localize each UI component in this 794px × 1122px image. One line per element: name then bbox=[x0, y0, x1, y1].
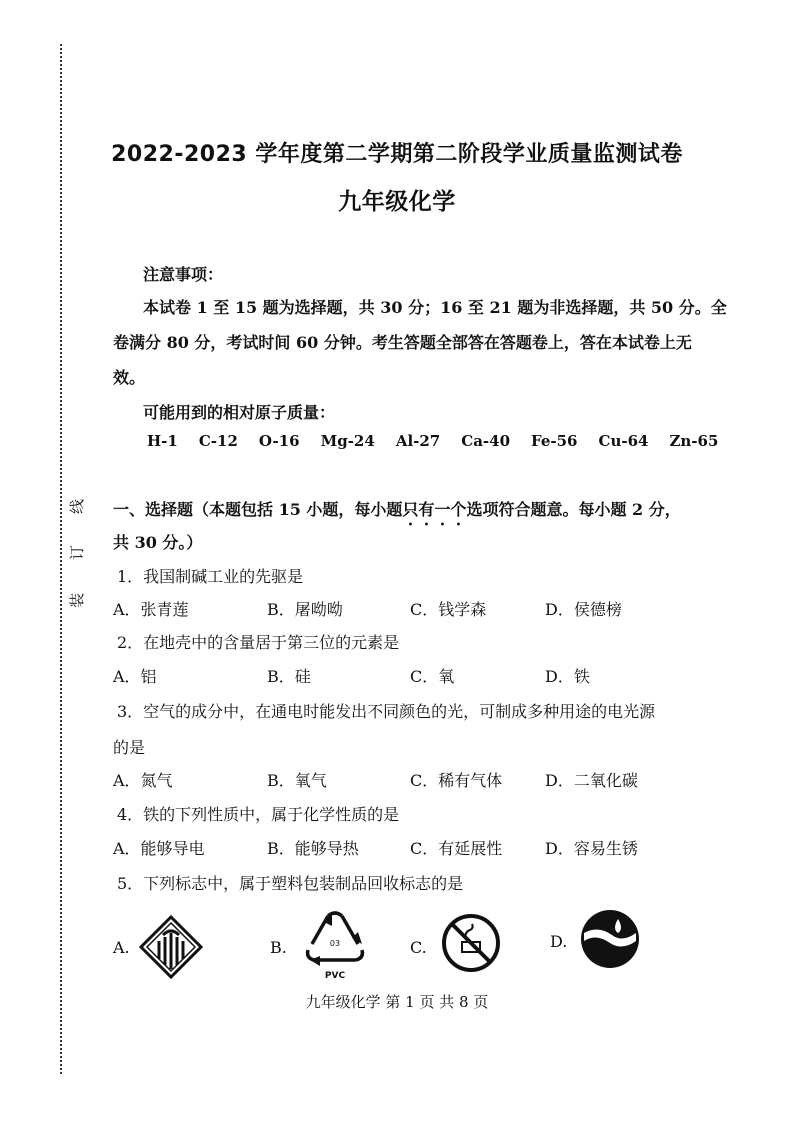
atomic-mass: Ca-40 bbox=[461, 432, 511, 450]
section-heading-part-2: 选项符合题意。每小题 2 分， bbox=[466, 500, 681, 519]
option-a: A．能够导电 bbox=[113, 839, 205, 858]
exam-title: 2022-2023 学年度第二学期第二阶段学业质量监测试卷 bbox=[111, 142, 683, 167]
question-5-stem: 5．下列标志中，属于塑料包装制品回收标志的是 bbox=[117, 874, 464, 893]
option-c: C．稀有气体 bbox=[410, 771, 503, 790]
section-heading-line-2: 共 30 分。） bbox=[113, 533, 203, 552]
option-c: C. bbox=[410, 938, 427, 957]
question-3-stem-line-2: 的是 bbox=[113, 738, 146, 757]
page-footer: 九年级化学 第 1 页 共 8 页 bbox=[305, 993, 489, 1011]
question-2-stem: 2．在地壳中的含量居于第三位的元素是 bbox=[117, 633, 400, 652]
option-b: B. bbox=[270, 938, 287, 957]
atomic-mass: Al-27 bbox=[395, 432, 441, 450]
binding-char-3: 线 bbox=[68, 498, 86, 514]
recycle-pvc-icon bbox=[302, 910, 368, 984]
corrosive-icon bbox=[139, 915, 203, 979]
section-heading-part-1: 一、选择题（本题包括 15 小题，每小题 bbox=[113, 500, 403, 519]
option-a: A. bbox=[113, 938, 130, 957]
atomic-mass: Mg-24 bbox=[320, 432, 375, 450]
atomic-mass: H-1 bbox=[147, 432, 178, 450]
exam-subtitle: 九年级化学 bbox=[338, 189, 456, 215]
option-d: D. bbox=[550, 932, 568, 951]
water-saving-icon bbox=[578, 907, 642, 971]
option-c: C．有延展性 bbox=[410, 839, 503, 858]
option-c: C．氧 bbox=[410, 667, 455, 686]
mass-heading: 可能用到的相对原子质量： bbox=[143, 403, 336, 422]
option-a: A．张青莲 bbox=[113, 600, 189, 619]
option-a: A．铝 bbox=[113, 667, 157, 686]
question-4-stem: 4．铁的下列性质中，属于化学性质的是 bbox=[117, 805, 400, 824]
question-3-stem: 3．空气的成分中，在通电时能发出不同颜色的光，可制成多种用途的电光源 bbox=[117, 702, 656, 721]
notice-heading: 注意事项： bbox=[143, 265, 224, 284]
option-b: B．能够导热 bbox=[267, 839, 359, 858]
option-d: D．铁 bbox=[545, 667, 590, 686]
notice-line-2: 卷满分 80 分，考试时间 60 分钟。考生答题全部答在答题卷上，答在本试卷上无 bbox=[113, 333, 692, 352]
binding-char-2: 订 bbox=[68, 544, 86, 560]
no-smoking-icon bbox=[440, 912, 502, 974]
option-b: B．屠呦呦 bbox=[267, 600, 343, 619]
option-c: C．钱学森 bbox=[410, 600, 487, 619]
recycle-label: PVC bbox=[324, 971, 346, 981]
atomic-mass: Zn-65 bbox=[669, 432, 719, 450]
notice-line-3: 效。 bbox=[113, 368, 146, 387]
atomic-mass: Fe-56 bbox=[531, 432, 578, 450]
option-d: D．二氧化碳 bbox=[545, 771, 638, 790]
notice-line-1: 本试卷 1 至 15 题为选择题，共 30 分；16 至 21 题为非选择题，共 50 分。全 bbox=[143, 298, 727, 317]
atomic-mass-list bbox=[147, 432, 718, 450]
atomic-mass: C-12 bbox=[198, 432, 238, 450]
section-heading-emphasis: 只有一个 bbox=[402, 500, 467, 519]
question-1-stem: 1．我国制碱工业的先驱是 bbox=[117, 567, 304, 586]
binding-char-1: 装 bbox=[68, 592, 86, 608]
option-b: B．硅 bbox=[267, 667, 311, 686]
option-d: D．侯德榜 bbox=[545, 600, 622, 619]
option-d: D．容易生锈 bbox=[545, 839, 638, 858]
option-b: B．氧气 bbox=[267, 771, 327, 790]
option-a: A．氮气 bbox=[113, 771, 173, 790]
recycle-code: 03 bbox=[329, 939, 341, 948]
section-heading bbox=[113, 497, 681, 529]
atomic-mass: Cu-64 bbox=[598, 432, 649, 450]
atomic-mass: O-16 bbox=[258, 432, 300, 450]
